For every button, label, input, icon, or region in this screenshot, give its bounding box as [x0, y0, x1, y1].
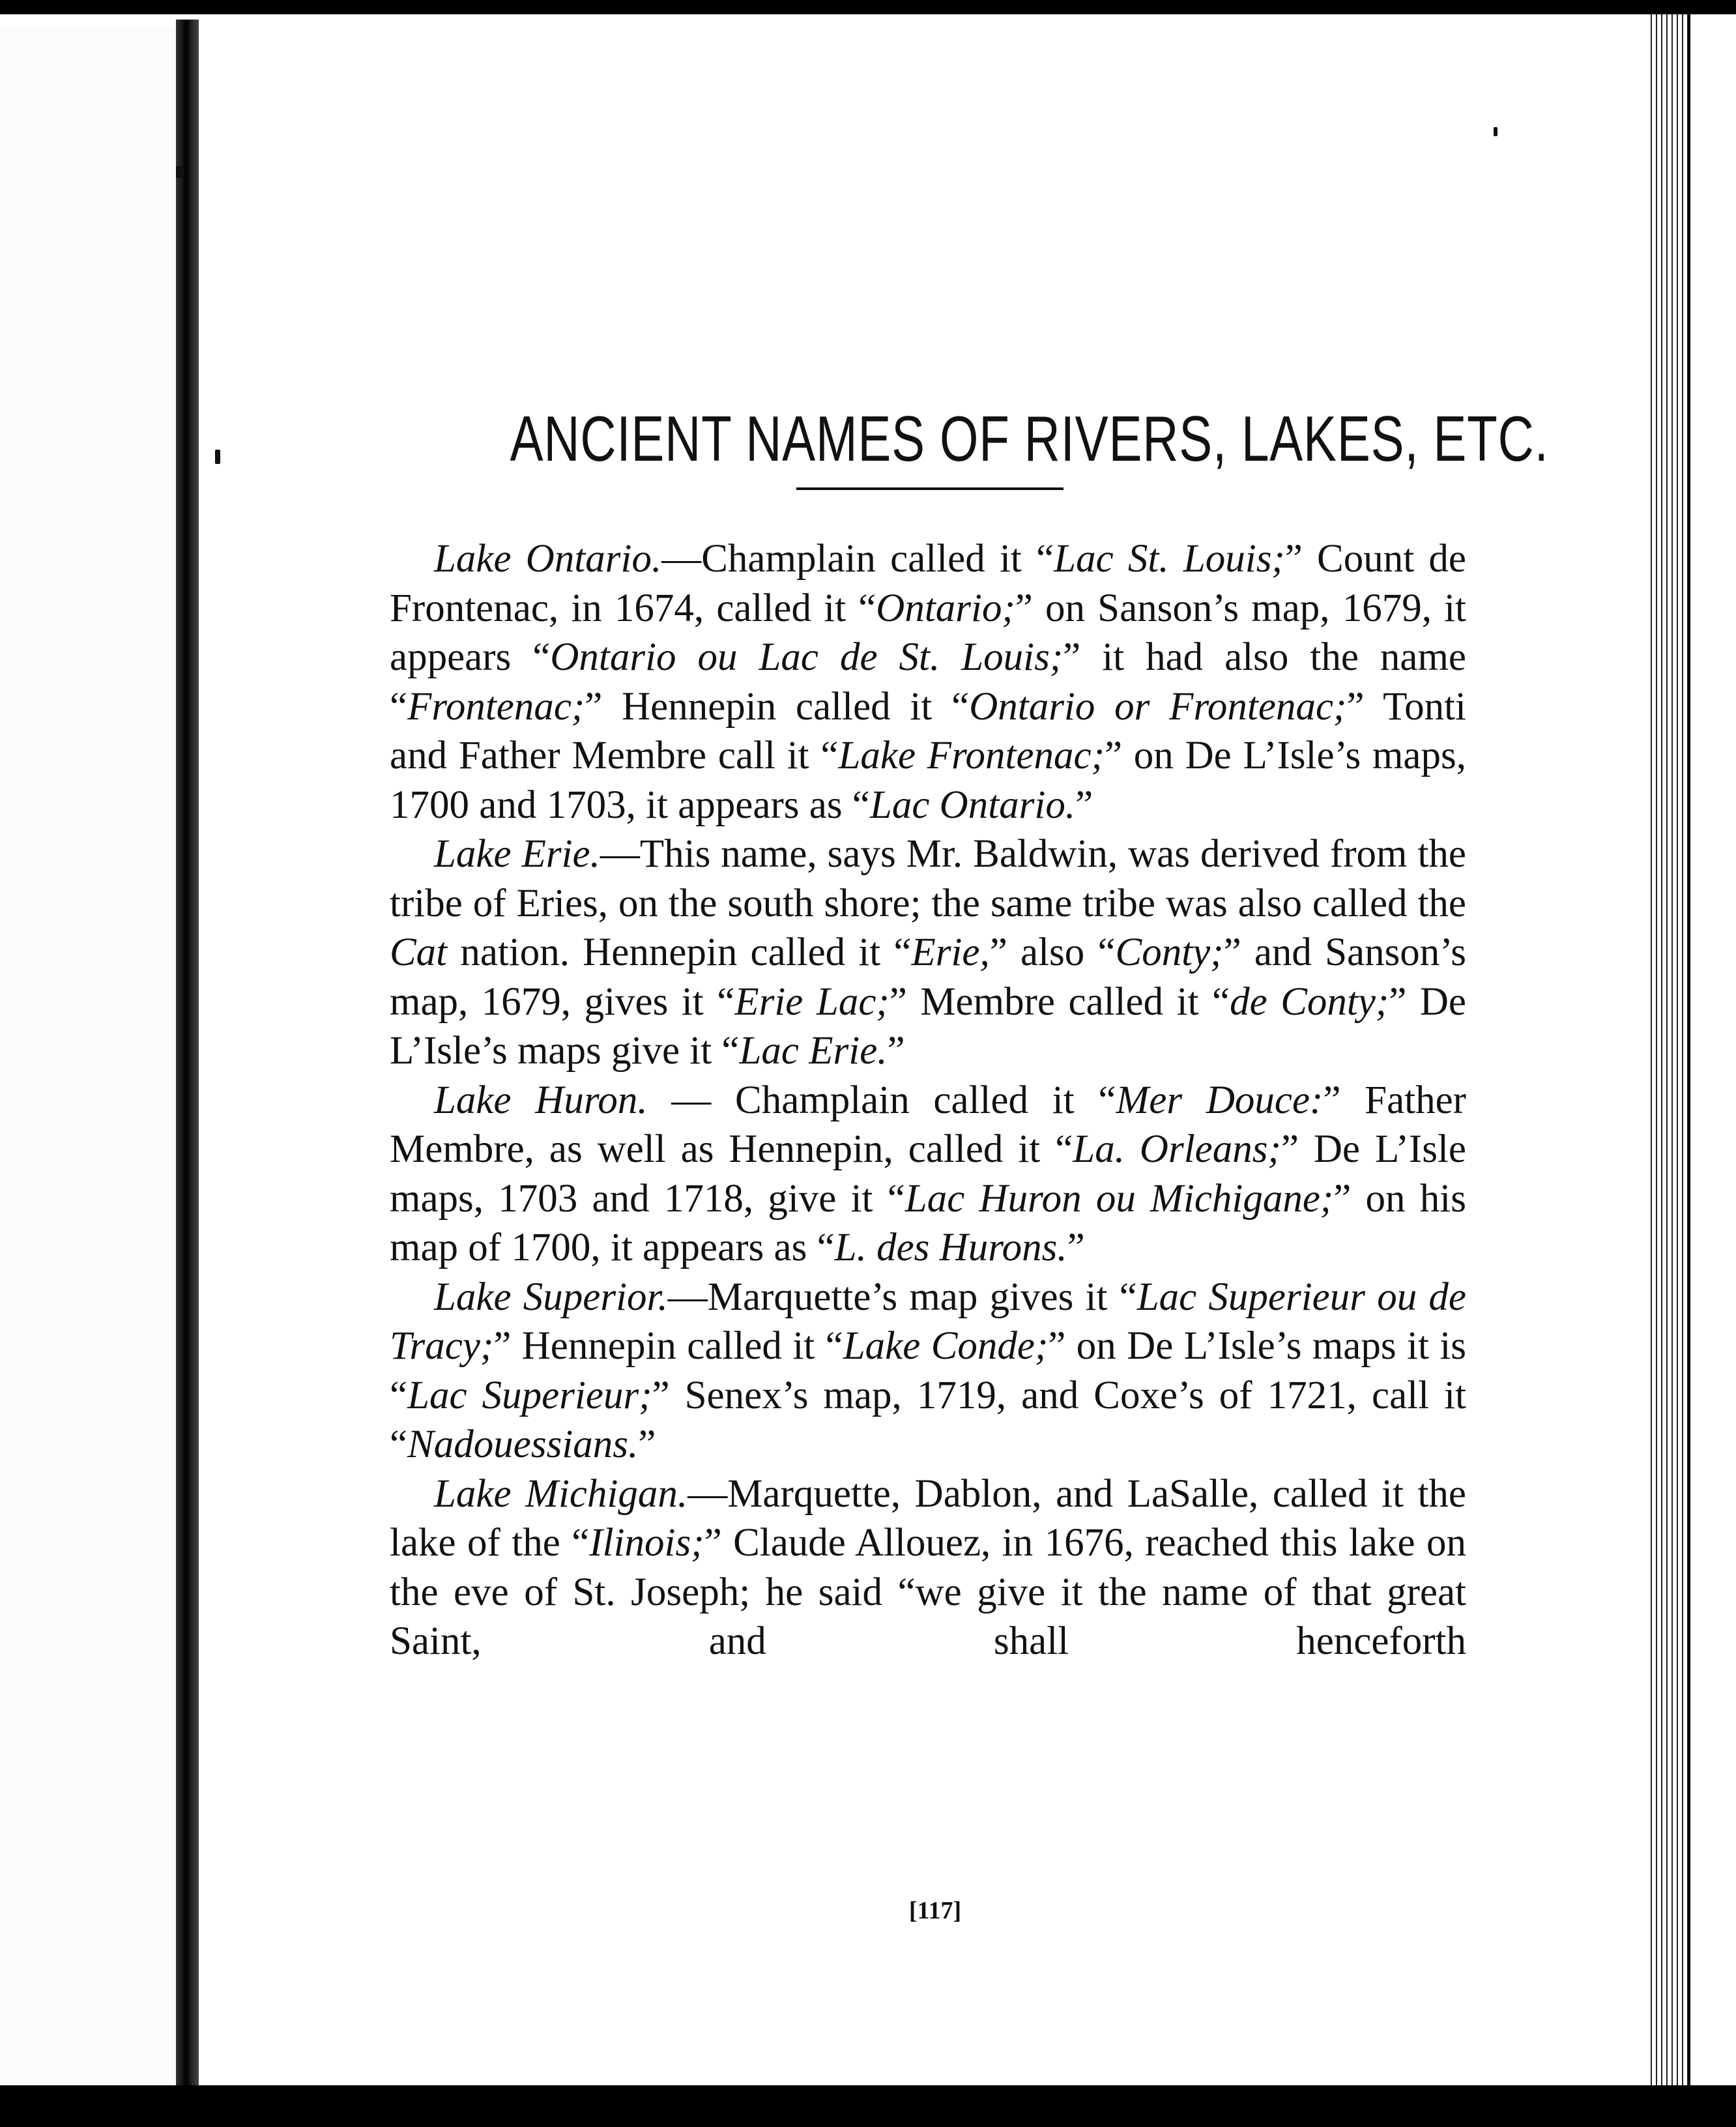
paragraph — [390, 1076, 1466, 1273]
italic-text: de Conty; — [1230, 979, 1389, 1024]
italic-text: Lac Superieur ou de Tracy; — [390, 1275, 1466, 1368]
scan-border-bottom — [0, 2085, 1736, 2127]
text-run: ” De L’Isle maps, 1703 and 1718, give it “ — [390, 1127, 1466, 1221]
text-run: —Marquette’s map gives it “ — [667, 1275, 1137, 1319]
text-run: —Marquette, Dablon, and LaSalle, called it the lake of the “ — [390, 1471, 1467, 1565]
page-title: ANCIENT NAMES OF RIVERS, LAKES, ETC. — [510, 402, 1549, 474]
text-run: —This name, says Mr. Baldwin, was derived from the tribe of Eries, on the south shore; the same tribe was also called the — [390, 832, 1466, 925]
italic-text: Lake Huron. — [434, 1078, 648, 1122]
italic-text: Frontenac; — [407, 684, 585, 729]
italic-text: Nadouessians. — [407, 1423, 639, 1466]
text-run: ” on De L’Isle’s maps, 1700 and 1703, it appears as “ — [390, 734, 1466, 827]
text-run: — Champlain called it “ — [647, 1078, 1116, 1122]
italic-text: Lac St. Louis; — [1054, 537, 1285, 581]
page-number: [117] — [908, 1897, 962, 1924]
italic-text: Lake Conde; — [843, 1324, 1049, 1368]
text-run: ” — [1075, 783, 1093, 827]
italic-text: Cat — [390, 931, 448, 974]
text-run: nation. Hennepin called it “ — [447, 931, 912, 974]
italic-text: Lac Ontario. — [869, 783, 1076, 827]
text-run: ” Membre called it “ — [889, 979, 1230, 1024]
italic-text: Lake Ontario. — [434, 537, 662, 581]
book-gutter — [176, 20, 202, 2098]
text-run: ” on his map of 1700, it appears as “ — [390, 1176, 1466, 1269]
italic-text: Ontario or Frontenac; — [969, 684, 1347, 729]
text-run: ” Hennepin called it “ — [585, 684, 970, 729]
facing-page-edge — [0, 26, 193, 2085]
italic-text: Ilinois; — [589, 1521, 704, 1565]
text-run: ” — [1067, 1226, 1085, 1269]
page-stack-edge — [1649, 13, 1690, 2098]
italic-text: Conty; — [1115, 931, 1224, 974]
text-run: ” Tonti and Father Membre call it “ — [390, 684, 1466, 777]
text-run: ” and Sanson’s map, 1679, gives it “ — [390, 931, 1466, 1024]
paragraph — [390, 1469, 1466, 1666]
italic-text: Lake Michigan. — [434, 1471, 688, 1516]
scan-border-top — [0, 0, 1736, 14]
paragraph — [390, 534, 1466, 830]
italic-text: Lac Erie. — [739, 1029, 888, 1073]
italic-text: Ontario ou Lac de St. Louis; — [550, 635, 1063, 679]
body-text — [390, 534, 1466, 1666]
italic-text: La. Orleans; — [1073, 1127, 1281, 1171]
paragraph — [390, 1273, 1466, 1469]
text-run: ” Hennepin called it “ — [493, 1324, 843, 1368]
text-run: ” on Sanson’s map, 1679, it appears “ — [390, 586, 1466, 679]
text-run: ” De L’Isle’s maps give it “ — [390, 979, 1466, 1073]
text-run: ” also “ — [989, 931, 1116, 974]
text-run: ” — [887, 1029, 905, 1073]
italic-text: Ontario; — [876, 586, 1015, 630]
italic-text: Lake Frontenac; — [838, 734, 1105, 777]
text-run: ” it had also the name “ — [390, 635, 1466, 729]
text-run: ” Father Membre, as well as Hennepin, called it “ — [390, 1078, 1466, 1171]
scan-speck — [176, 166, 184, 178]
paragraph — [390, 830, 1466, 1076]
italic-text: Lake Superior. — [434, 1275, 668, 1319]
text-run: ” Count de Frontenac, in 1674, called it “ — [390, 537, 1466, 630]
text-run: ” Senex’s map, 1719, and Coxe’s of 1721, call it “ — [390, 1373, 1466, 1466]
title-rule — [796, 487, 1063, 490]
italic-text: Erie, — [911, 931, 990, 974]
text-run: ” Claude Allouez, in 1676, reached this lake on the eve of St. Joseph; he said “we give it the name of that great Saint, and shall henceforth — [390, 1521, 1466, 1663]
italic-text: Lac Huron ou Michigane; — [904, 1176, 1334, 1221]
italic-text: L. des Hurons. — [834, 1226, 1067, 1269]
scan-speck — [215, 450, 220, 464]
scan-speck — [1494, 127, 1497, 136]
italic-text: Mer Douce: — [1116, 1078, 1324, 1122]
text-run: ” — [638, 1423, 656, 1466]
text-run: —Champlain called it “ — [661, 537, 1054, 581]
italic-text: Lac Superieur; — [407, 1373, 652, 1417]
text-run: ” on De L’Isle’s maps it is “ — [390, 1324, 1466, 1417]
italic-text: Lake Erie. — [434, 832, 600, 876]
italic-text: Erie Lac; — [734, 979, 890, 1024]
